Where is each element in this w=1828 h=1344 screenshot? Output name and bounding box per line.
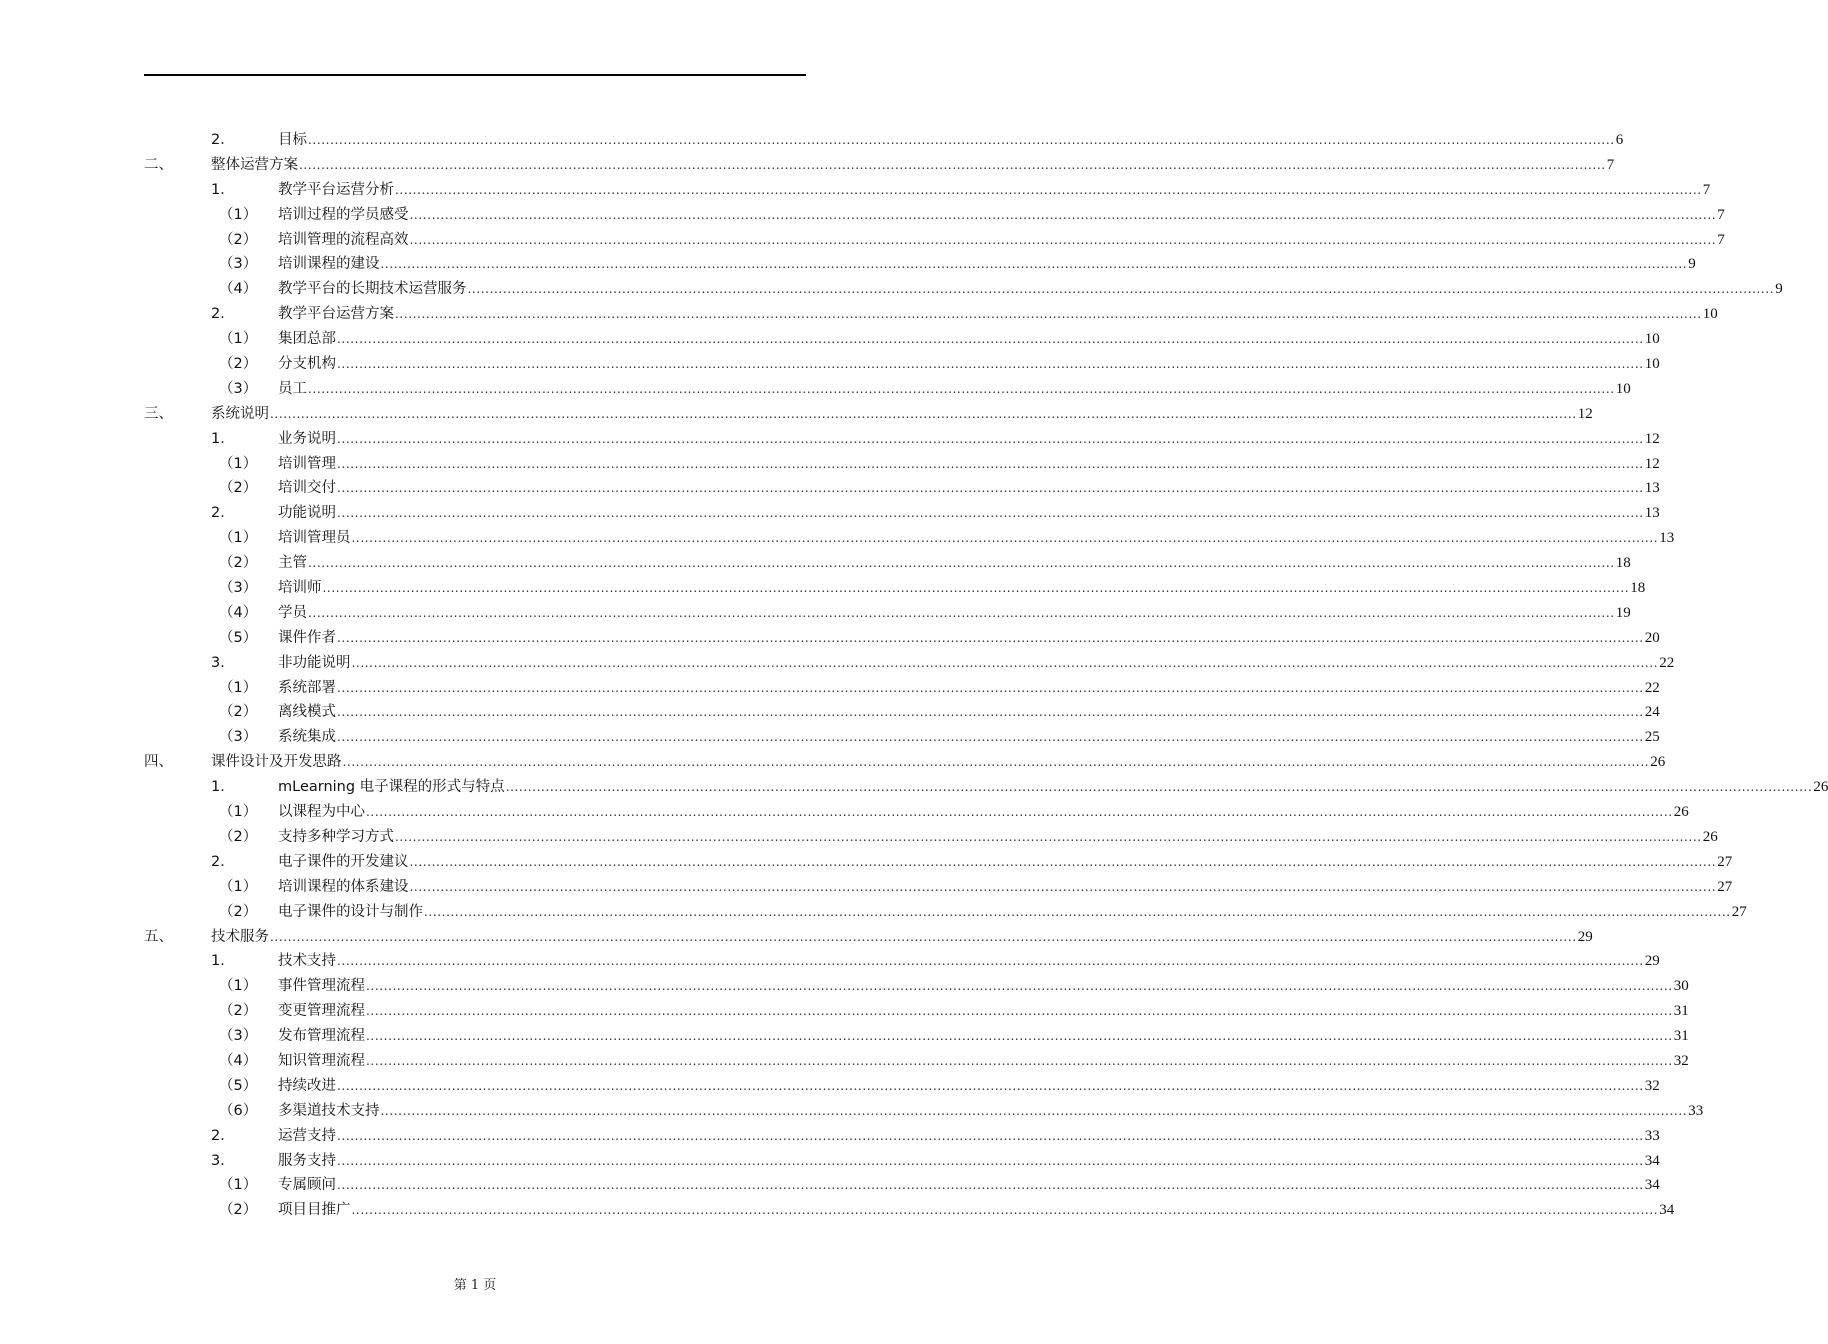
dot-leader: ........................................................................................................................................................................................................................................................................................................ [337,630,1644,645]
toc-entry-title: 系统集成 [278,729,336,746]
toc-entry-number: 2． [211,1127,235,1144]
toc-entry-page: 18 [1615,555,1631,572]
toc-entry-title: 技术支持 [278,953,336,970]
toc-entry-title: 电子课件的开发建议 [278,853,409,870]
toc-entry-title: 教学平台运营分析 [278,181,394,198]
toc-entry[interactable] [0,1171,1660,1196]
toc-entry-page: 34 [1659,1202,1675,1219]
toc-entry[interactable] [0,499,1660,524]
dot-leader: ........................................................................................................................................................................................................................................................................................................ [366,1004,1673,1019]
toc-entry-title: 培训课程的建设 [278,256,380,273]
toc-entry-page: 22 [1659,654,1675,671]
toc-entry-title: 支持多种学习方式 [278,828,394,845]
toc-entry[interactable] [0,474,1660,499]
toc-entry-number: （1） [219,804,258,821]
toc-entry-page: 18 [1630,580,1646,597]
toc-entry-page: 29 [1577,928,1593,945]
dot-leader: ........................................................................................................................................................................................................................................................................................................ [299,157,1606,172]
toc-entry-page: 31 [1673,1003,1689,1020]
toc-entry-title: 培训管理员 [278,530,351,547]
toc-entry-number: （6） [219,1102,258,1119]
dot-leader: ........................................................................................................................................................................................................................................................................................................ [380,257,1688,272]
toc-entry-title: 多渠道技术支持 [278,1102,380,1119]
toc-entry-page: 9 [1775,281,1783,298]
toc-entry[interactable] [0,1072,1660,1097]
toc-entry-page: 33 [1644,1127,1660,1144]
dot-leader: ........................................................................................................................................................................................................................................................................................................ [409,879,1717,894]
toc-entry-page: 25 [1644,729,1660,746]
toc-entry[interactable] [0,873,1733,898]
toc-entry-page: 34 [1644,1152,1660,1169]
toc-entry-number: 五、 [144,928,173,945]
toc-entry[interactable] [0,698,1660,723]
page-footer: 第 1 页 [453,1278,497,1293]
toc-entry-title: 培训师 [278,580,322,597]
toc-entry-number: 3． [211,654,235,671]
toc-entry-title: 发布管理流程 [278,1028,365,1045]
toc-entry[interactable] [0,126,1624,151]
toc-entry[interactable] [0,176,1711,201]
toc-entry-number: （1） [219,530,258,547]
toc-entry-page: 27 [1717,853,1733,870]
dot-leader: ........................................................................................................................................................................................................................................................................................................ [308,133,1615,147]
toc-entry-number: （4） [219,281,258,298]
dot-leader: ........................................................................................................................................................................................................................................................................................................ [409,232,1717,247]
toc-entry-number: 1． [211,181,235,198]
toc-entry-title: 课件作者 [278,629,336,646]
toc-entry-number: 三、 [144,405,173,422]
toc-entry-title: 技术服务 [211,928,269,945]
toc-entry-title: 服务支持 [278,1152,336,1169]
dot-leader: ........................................................................................................................................................................................................................................................................................................ [337,506,1644,521]
dot-leader: ........................................................................................................................................................................................................................................................................................................ [351,1203,1659,1218]
toc-entry[interactable] [0,325,1660,350]
toc-entry-number: （1） [219,679,258,696]
toc-entry-page: 20 [1644,629,1660,646]
toc-entry[interactable] [0,250,1696,275]
toc-entry[interactable] [0,425,1660,450]
toc-entry-number: （1） [219,331,258,348]
dot-leader: ........................................................................................................................................................................................................................................................................................................ [337,1128,1644,1143]
toc-entry-page: 27 [1731,903,1747,920]
toc-entry[interactable] [0,226,1725,251]
toc-entry-title: 以课程为中心 [278,804,365,821]
dot-leader: ........................................................................................................................................................................................................................................................................................................ [308,381,1615,396]
toc-entry-number: 1． [211,953,235,970]
toc-entry-title: 培训管理的流程高效 [278,231,409,248]
toc-entry-number: （1） [219,206,258,223]
toc-entry[interactable] [0,649,1675,674]
dot-leader: ........................................................................................................................................................................................................................................................................................................ [337,705,1644,720]
toc-entry-page: 7 [1702,181,1711,198]
toc-entry-number: 1． [211,779,235,796]
dot-leader: ........................................................................................................................................................................................................................................................................................................ [270,929,1577,944]
toc-entry-page: 24 [1644,704,1660,721]
toc-entry-number: （2） [219,231,258,248]
toc-entry[interactable] [0,1047,1689,1072]
toc-entry-number: （2） [219,555,258,572]
toc-entry[interactable] [0,275,1783,300]
toc-entry-number: 3． [211,1152,235,1169]
toc-entry-number: （3） [219,729,258,746]
toc-entry-page: 12 [1644,455,1660,472]
dot-leader: ........................................................................................................................................................................................................................................................................................................ [337,954,1644,969]
toc-entry-title: 集团总部 [278,331,336,348]
toc-entry[interactable] [0,848,1733,873]
toc-entry-page: 6 [1615,132,1624,148]
dot-leader: ........................................................................................................................................................................................................................................................................................................ [467,282,1775,297]
toc-entry-title: 教学平台运营方案 [278,306,394,323]
toc-entry-number: 1． [211,430,235,447]
toc-entry-page: 7 [1717,206,1725,223]
toc-entry[interactable] [0,624,1660,649]
toc-entry-page: 10 [1644,356,1660,373]
toc-entry-page: 31 [1673,1028,1689,1045]
toc-entry[interactable] [0,773,1828,798]
dot-leader: ........................................................................................................................................................................................................................................................................................................ [424,904,1731,919]
toc-entry-number: （2） [219,356,258,373]
dot-leader: ........................................................................................................................................................................................................................................................................................................ [366,979,1673,994]
toc-entry-page: 10 [1702,306,1718,323]
toc-entry-number: 2． [211,853,235,870]
toc-entry-number: （3） [219,1028,258,1045]
toc-entry-page: 13 [1659,530,1675,547]
toc-entry[interactable] [0,997,1689,1022]
toc-entry-title: 整体运营方案 [211,156,298,173]
table-of-contents [0,126,1828,1221]
dot-leader: ........................................................................................................................................................................................................................................................................................................ [409,854,1717,869]
toc-entry[interactable] [0,798,1689,823]
toc-entry-number: 二、 [144,156,173,173]
toc-entry-number: 2． [211,306,235,323]
toc-entry[interactable] [0,972,1689,997]
toc-entry-title: 功能说明 [278,505,336,522]
toc-entry-title: 主管 [278,555,307,572]
dot-leader: ........................................................................................................................................................................................................................................................................................................ [270,406,1577,421]
toc-entry-number: （4） [219,604,258,621]
toc-entry-title: 非功能说明 [278,654,351,671]
toc-entry-page: 7 [1606,156,1615,173]
toc-entry-number: （3） [219,256,258,273]
toc-entry[interactable] [0,1196,1675,1221]
dot-leader: ........................................................................................................................................................................................................................................................................................................ [366,805,1673,820]
toc-entry-page: 32 [1644,1077,1660,1094]
toc-entry-number: （1） [219,455,258,472]
toc-entry-number: 2． [211,505,235,522]
dot-leader: ........................................................................................................................................................................................................................................................................................................ [308,605,1615,620]
toc-entry-title: 教学平台的长期技术运营服务 [278,281,467,298]
dot-leader: ........................................................................................................................................................................................................................................................................................................ [351,531,1659,546]
dot-leader: ........................................................................................................................................................................................................................................................................................................ [342,755,1650,770]
toc-entry-page: 27 [1717,878,1733,895]
toc-entry-title: 系统说明 [211,405,269,422]
toc-entry-title: 离线模式 [278,704,336,721]
dot-leader: ........................................................................................................................................................................................................................................................................................................ [395,829,1702,844]
toc-entry[interactable] [0,599,1631,624]
toc-entry-title: 知识管理流程 [278,1052,365,1069]
toc-entry-title: 业务说明 [278,430,336,447]
toc-entry[interactable] [0,898,1747,923]
dot-leader: ........................................................................................................................................................................................................................................................................................................ [337,481,1644,496]
toc-entry-title: 课件设计及开发思路 [211,754,342,771]
toc-entry-title: 培训过程的学员感受 [278,206,409,223]
toc-entry[interactable] [0,300,1718,325]
toc-entry-title: 分支机构 [278,356,336,373]
toc-entry-number: （1） [219,978,258,995]
dot-leader: ........................................................................................................................................................................................................................................................................................................ [337,1153,1644,1168]
toc-entry-title: 培训交付 [278,480,336,497]
dot-leader: ........................................................................................................................................................................................................................................................................................................ [395,182,1702,197]
toc-entry-page: 34 [1644,1177,1660,1194]
toc-entry[interactable] [0,549,1631,574]
toc-entry-page: 10 [1615,380,1631,397]
toc-entry-page: 29 [1644,953,1660,970]
toc-entry-page: 26 [1650,754,1666,771]
toc-entry-number: （3） [219,580,258,597]
toc-entry-page: 19 [1615,604,1631,621]
toc-entry-title: 事件管理流程 [278,978,365,995]
toc-entry[interactable] [0,823,1718,848]
toc-entry-number: （2） [219,1202,258,1219]
toc-entry[interactable] [0,524,1675,549]
toc-entry-title: 培训管理 [278,455,336,472]
toc-entry-page: 13 [1644,505,1660,522]
toc-entry-number: 2． [211,132,235,148]
toc-entry-page: 12 [1577,405,1593,422]
dot-leader: ........................................................................................................................................................................................................................................................................................................ [337,456,1644,471]
toc-entry-title: 专属顾问 [278,1177,336,1194]
toc-entry-page: 26 [1673,804,1689,821]
toc-entry-number: （3） [219,380,258,397]
toc-entry[interactable] [0,923,1593,948]
toc-entry-number: （1） [219,878,258,895]
toc-entry-number: （2） [219,704,258,721]
toc-entry[interactable] [0,1122,1660,1147]
header-rule [144,74,806,76]
toc-entry-title: 目标 [278,132,307,148]
toc-entry-number: （1） [219,1177,258,1194]
toc-entry-number: （4） [219,1052,258,1069]
toc-entry-page: 22 [1644,679,1660,696]
toc-entry[interactable] [0,151,1615,176]
toc-entry-title: mLearning 电子课程的形式与特点 [278,779,505,796]
toc-entry-page: 32 [1673,1052,1689,1069]
toc-entry-number: （2） [219,828,258,845]
toc-entry-title: 学员 [278,604,307,621]
toc-entry-page: 26 [1702,828,1718,845]
toc-entry-number: （2） [219,1003,258,1020]
toc-entry-title: 员工 [278,380,307,397]
toc-entry[interactable] [0,400,1593,425]
toc-entry-title: 持续改进 [278,1077,336,1094]
toc-entry-title: 运营支持 [278,1127,336,1144]
dot-leader: ........................................................................................................................................................................................................................................................................................................ [337,730,1644,745]
dot-leader: ........................................................................................................................................................................................................................................................................................................ [409,207,1717,222]
toc-entry-number: （5） [219,1077,258,1094]
dot-leader: ........................................................................................................................................................................................................................................................................................................ [366,1053,1673,1068]
toc-entry-page: 12 [1644,430,1660,447]
toc-entry-page: 26 [1813,779,1828,796]
toc-entry[interactable] [0,350,1660,375]
dot-leader: ........................................................................................................................................................................................................................................................................................................ [308,556,1615,571]
dot-leader: ........................................................................................................................................................................................................................................................................................................ [351,655,1659,670]
toc-entry-number: （2） [219,903,258,920]
toc-entry[interactable] [0,1097,1704,1122]
toc-entry[interactable] [0,1022,1689,1047]
toc-entry-page: 9 [1688,256,1696,273]
toc-entry-page: 30 [1673,978,1689,995]
toc-entry-number: 四、 [144,754,173,771]
toc-entry-title: 培训课程的体系建设 [278,878,409,895]
toc-entry[interactable] [0,674,1660,699]
toc-entry-title: 系统部署 [278,679,336,696]
toc-entry[interactable] [0,574,1646,599]
dot-leader: ........................................................................................................................................................................................................................................................................................................ [337,357,1644,372]
toc-entry[interactable] [0,375,1631,400]
toc-entry-page: 33 [1688,1102,1704,1119]
dot-leader: ........................................................................................................................................................................................................................................................................................................ [337,332,1644,347]
toc-entry[interactable] [0,201,1725,226]
dot-leader: ........................................................................................................................................................................................................................................................................................................ [322,581,1630,596]
toc-entry-title: 变更管理流程 [278,1003,365,1020]
toc-entry-page: 10 [1644,331,1660,348]
dot-leader: ........................................................................................................................................................................................................................................................................................................ [337,680,1644,695]
toc-entry-page: 7 [1717,231,1725,248]
toc-entry[interactable] [0,748,1666,773]
dot-leader: ........................................................................................................................................................................................................................................................................................................ [505,780,1813,795]
toc-entry-title: 项目目推广 [278,1202,351,1219]
dot-leader: ........................................................................................................................................................................................................................................................................................................ [337,1178,1644,1193]
dot-leader: ........................................................................................................................................................................................................................................................................................................ [395,307,1702,322]
toc-entry-page: 13 [1644,480,1660,497]
toc-entry[interactable] [0,450,1660,475]
toc-entry-title: 电子课件的设计与制作 [278,903,423,920]
dot-leader: ........................................................................................................................................................................................................................................................................................................ [337,1078,1644,1093]
toc-entry-number: （5） [219,629,258,646]
dot-leader: ........................................................................................................................................................................................................................................................................................................ [380,1103,1688,1118]
toc-entry[interactable] [0,1147,1660,1172]
toc-entry[interactable] [0,947,1660,972]
dot-leader: ........................................................................................................................................................................................................................................................................................................ [366,1029,1673,1044]
toc-entry-number: （2） [219,480,258,497]
toc-entry[interactable] [0,723,1660,748]
dot-leader: ........................................................................................................................................................................................................................................................................................................ [337,431,1644,446]
